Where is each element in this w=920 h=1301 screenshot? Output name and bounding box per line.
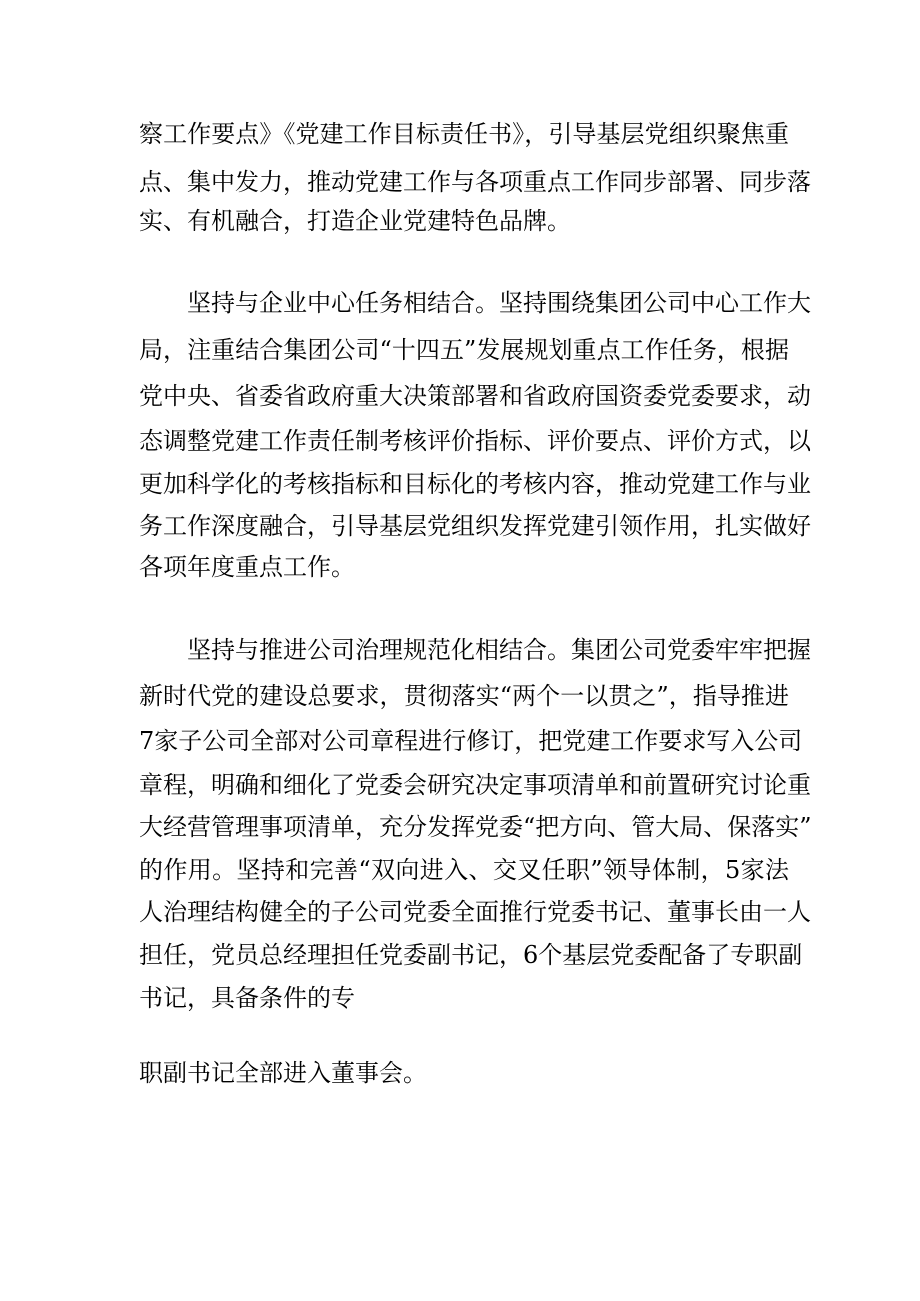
text-line: 态调整党建工作责任制考核评价指标、评价要点、评价方式，以: [139, 427, 811, 455]
text-line: 坚持与企业中心任务相结合。坚持围绕集团公司中心工作大: [187, 289, 811, 317]
text-line: 坚持与推进公司治理规范化相结合。集团公司党委牢牢把握: [187, 636, 811, 664]
text-line: 务工作深度融合，引导基层党组织发挥党建引领作用，扎实做好: [139, 512, 811, 540]
text-line: 新时代党的建设总要求，贯彻落实“两个一以贯之”，指导推进: [139, 682, 789, 710]
text-line: 职副书记全部进入董事会。: [139, 1059, 427, 1087]
text-line: 大经营管理事项清单，充分发挥党委“把方向、管大局、保落实”: [139, 813, 812, 841]
text-line: 章程，明确和细化了党委会研究决定事项清单和前置研究讨论重: [139, 771, 811, 799]
text-line: 点、集中发力，推动党建工作与各项重点工作同步部署、同步落: [139, 168, 811, 196]
text-line: 察工作要点》《党建工作目标责任书》，引导基层党组织聚焦重: [139, 120, 789, 148]
text-line: 各项年度重点工作。: [139, 553, 355, 581]
text-line: 7家子公司全部对公司章程进行修订，把党建工作要求写入公司: [139, 727, 803, 755]
text-line: 的作用。坚持和完善“双向进入、交叉任职”领导体制，5家法: [139, 856, 789, 884]
text-line: 局，注重结合集团公司“十四五”发展规划重点工作任务，根据: [139, 336, 789, 364]
text-line: 实、有机融合，打造企业党建特色品牌。: [139, 207, 571, 235]
text-line: 党中央、省委省政府重大决策部署和省政府国资委党委要求，动: [139, 382, 811, 410]
text-line: 担任，党员总经理担任党委副书记，6个基层党委配备了专职副: [139, 941, 803, 969]
text-line: 书记，具备条件的专: [139, 984, 355, 1012]
text-line: 人治理结构健全的子公司党委全面推行党委书记、董事长由一人: [139, 898, 811, 926]
text-line: 更加科学化的考核指标和目标化的考核内容，推动党建工作与业: [139, 470, 811, 498]
